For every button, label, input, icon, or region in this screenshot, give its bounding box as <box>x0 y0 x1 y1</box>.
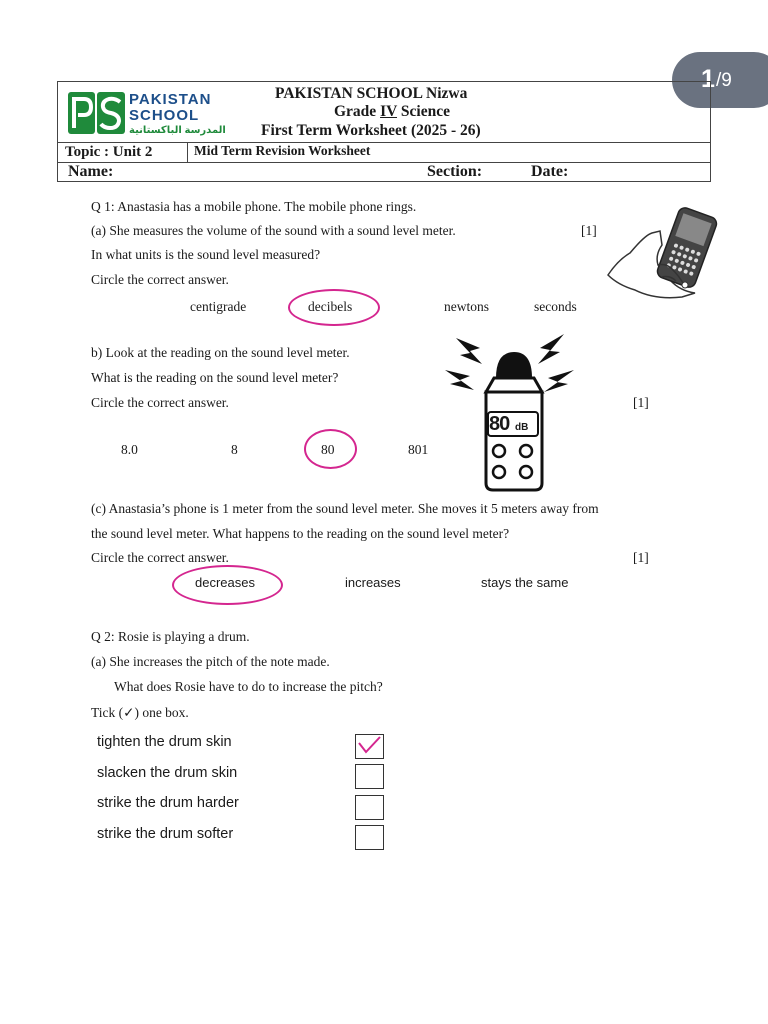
answer-circle <box>304 429 357 469</box>
q1a-option: seconds <box>534 299 577 314</box>
page-current: 1 <box>701 65 715 93</box>
q1a-text: (a) She measures the volume of the sound with a sound level meter. <box>91 223 456 238</box>
logo-text-1: PAKISTAN <box>129 91 212 108</box>
tick-mark-icon <box>356 735 382 757</box>
meter-reading: 80 <box>489 413 510 435</box>
q1b-instruction: Circle the correct answer. <box>91 395 229 410</box>
tick-box <box>355 764 384 789</box>
q1c-text-2: the sound level meter. What happens to the reading on the sound level meter? <box>91 526 510 541</box>
q2a-question: What does Rosie have to do to increase the pitch? <box>114 679 383 694</box>
q1c-option: increases <box>345 575 401 590</box>
q1a-option: decibels <box>308 299 353 314</box>
q2-option: strike the drum softer <box>97 826 234 842</box>
q1-intro: Q 1: Anastasia has a mobile phone. The mobile phone rings. <box>91 199 417 214</box>
topic-label: Topic : Unit 2 <box>65 144 153 160</box>
q2-intro: Q 2: Rosie is playing a drum. <box>91 629 250 644</box>
grade-line: Grade IV Science <box>334 103 450 120</box>
q2-instruction: Tick (✓) one box. <box>91 705 189 720</box>
q1c-marks: [1] <box>633 550 649 565</box>
worksheet-header <box>57 81 711 182</box>
q1c-instruction: Circle the correct answer. <box>91 550 229 565</box>
answer-circle <box>288 289 380 326</box>
tick-box <box>355 734 384 759</box>
date-label: Date: <box>531 163 569 180</box>
q2-option: strike the drum harder <box>97 795 239 811</box>
worksheet-type: Mid Term Revision Worksheet <box>194 143 371 158</box>
q1b-question: What is the reading on the sound level meter? <box>91 370 339 385</box>
q1b-option: 8.0 <box>121 442 138 457</box>
q2a-text: (a) She increases the pitch of the note made. <box>91 654 330 669</box>
tick-box <box>355 825 384 850</box>
q1b-text: b) Look at the reading on the sound level meter. <box>91 345 350 360</box>
answer-circle <box>172 565 283 605</box>
q1a-instruction: Circle the correct answer. <box>91 272 229 287</box>
q1b-option: 801 <box>408 442 429 457</box>
q1c-option: decreases <box>195 575 255 590</box>
q2-option: slacken the drum skin <box>97 765 238 781</box>
logo-arabic: المدرسة الباكستانية <box>129 125 226 136</box>
q1b-option: 80 <box>321 442 335 457</box>
q1c-option: stays the same <box>481 575 569 590</box>
section-label: Section: <box>427 163 483 180</box>
q1c-text-1: (c) Anastasia’s phone is 1 meter from the sound level meter. She moves it 5 meters away from <box>91 501 599 516</box>
q1a-option: centigrade <box>190 299 247 314</box>
phone-in-hand-icon <box>600 205 722 300</box>
term-title: First Term Worksheet (2025 - 26) <box>261 122 481 139</box>
logo-text-2: SCHOOL <box>129 107 200 124</box>
page-total: /9 <box>716 70 732 91</box>
q1a-option: newtons <box>444 299 489 314</box>
school-name: PAKISTAN SCHOOL Nizwa <box>275 85 468 102</box>
q1b-marks: [1] <box>633 395 649 410</box>
name-label: Name: <box>68 163 114 180</box>
tick-box <box>355 795 384 820</box>
sound-level-meter-icon <box>440 328 580 493</box>
ps-logo-icon <box>67 90 127 136</box>
q1a-question: In what units is the sound level measured? <box>91 247 321 262</box>
q1a-marks: [1] <box>581 223 597 238</box>
q2-option: tighten the drum skin <box>97 734 232 750</box>
meter-unit: dB <box>515 422 529 433</box>
q1b-option: 8 <box>231 442 238 457</box>
